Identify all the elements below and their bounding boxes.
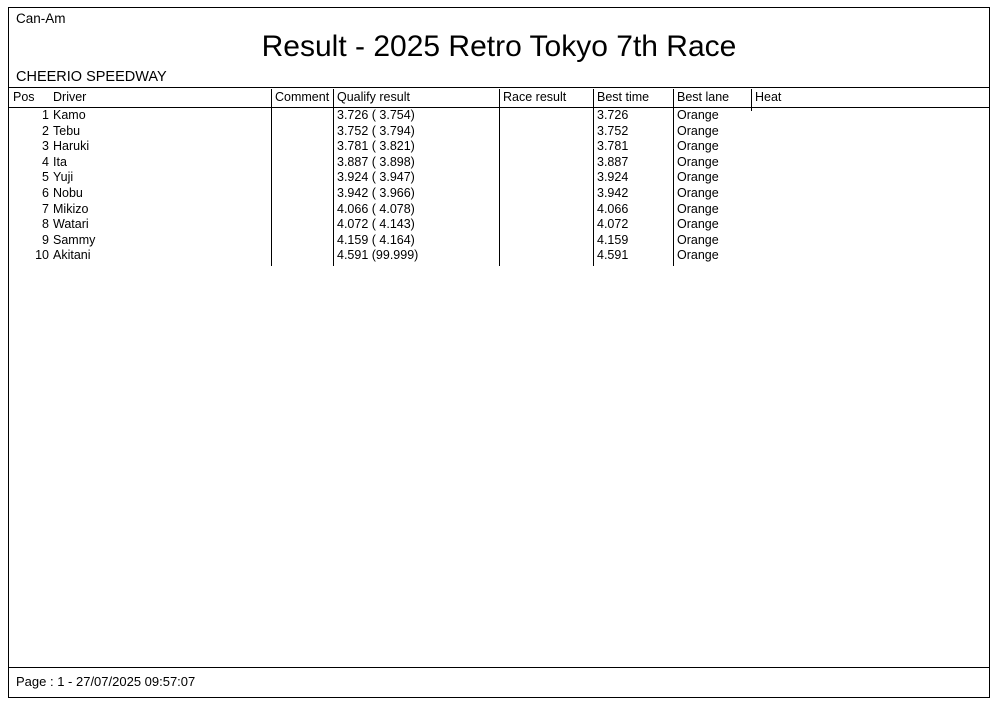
cell-heat [751, 202, 989, 218]
cell-comment [271, 248, 333, 264]
cell-besttime: 3.726 [597, 108, 629, 122]
cell-qualify: 3.752 ( 3.794) [337, 123, 415, 138]
cell-heat [751, 170, 989, 186]
cell-driver: Kamo [53, 108, 86, 122]
cell-besttime: 3.752 [597, 123, 629, 138]
column-divider-race [499, 89, 500, 266]
cell-driver: Sammy [53, 232, 96, 247]
cell-besttime: 3.887 [597, 154, 629, 169]
cell-driver: Watari [53, 217, 89, 232]
cell-pos: 6 [42, 185, 49, 200]
page-header [9, 8, 989, 88]
results-table-container [9, 89, 989, 264]
cell-qualify: 3.887 ( 3.898) [337, 154, 415, 169]
cell-comment [271, 139, 333, 155]
cell-besttime: 4.066 [597, 201, 629, 216]
cell-race [499, 248, 593, 264]
cell-heat [751, 233, 989, 249]
cell-race [499, 139, 593, 155]
cell-race [499, 186, 593, 202]
cell-pos: 5 [42, 170, 49, 185]
column-header-pos: Pos [9, 89, 49, 108]
cell-besttime: 4.591 [597, 248, 629, 263]
cell-heat [751, 248, 989, 264]
cell-heat [751, 139, 989, 155]
cell-comment [271, 155, 333, 171]
cell-pos: 4 [42, 154, 49, 169]
cell-race [499, 155, 593, 171]
cell-driver: Akitani [53, 248, 91, 263]
column-divider-heat [751, 89, 752, 111]
cell-heat [751, 186, 989, 202]
column-header-heat: Heat [751, 89, 989, 108]
cell-driver: Tebu [53, 123, 81, 138]
cell-race [499, 170, 593, 186]
cell-bestlane: Orange [677, 185, 719, 200]
cell-besttime: 3.942 [597, 185, 629, 200]
cell-comment [271, 217, 333, 233]
printed-result-page [8, 7, 990, 698]
cell-bestlane: Orange [677, 170, 719, 185]
cell-bestlane: Orange [677, 123, 719, 138]
cell-pos: 8 [42, 217, 49, 232]
cell-bestlane: Orange [677, 232, 719, 247]
cell-driver: Haruki [53, 139, 90, 154]
cell-driver: Yuji [53, 170, 74, 185]
cell-bestlane: Orange [677, 139, 719, 154]
cell-comment [271, 170, 333, 186]
column-header-qualify: Qualify result [333, 89, 499, 108]
cell-pos: 7 [42, 201, 49, 216]
cell-qualify: 3.781 ( 3.821) [337, 139, 415, 154]
cell-besttime: 3.781 [597, 139, 629, 154]
cell-bestlane: Orange [677, 108, 719, 122]
cell-besttime: 4.072 [597, 217, 629, 232]
cell-race [499, 124, 593, 140]
cell-comment [271, 124, 333, 140]
cell-qualify: 3.726 ( 3.754) [337, 108, 415, 122]
cell-heat [751, 108, 989, 124]
page-title: Result - 2025 Retro Tokyo 7th Race [261, 30, 737, 63]
column-header-driver: Driver [49, 89, 271, 108]
cell-heat [751, 217, 989, 233]
cell-pos: 9 [42, 232, 49, 247]
cell-pos: 1 [42, 108, 49, 122]
cell-qualify: 4.591 (99.999) [337, 248, 419, 263]
cell-qualify: 4.072 ( 4.143) [337, 217, 415, 232]
cell-heat [751, 155, 989, 171]
column-header-race: Race result [499, 89, 593, 108]
column-divider-bestlane [673, 89, 674, 266]
column-divider-qualify [333, 89, 334, 266]
cell-bestlane: Orange [677, 248, 719, 263]
cell-bestlane: Orange [677, 201, 719, 216]
venue-name: CHEERIO SPEEDWAY [16, 69, 167, 85]
column-divider-comment [271, 89, 272, 266]
column-header-comment: Comment [271, 89, 333, 108]
cell-driver: Mikizo [53, 201, 89, 216]
column-header-bestlane: Best lane [673, 89, 751, 108]
cell-bestlane: Orange [677, 217, 719, 232]
cell-pos: 10 [35, 248, 49, 263]
cell-bestlane: Orange [677, 154, 719, 169]
cell-qualify: 4.066 ( 4.078) [337, 201, 415, 216]
cell-qualify: 4.159 ( 4.164) [337, 232, 415, 247]
cell-qualify: 3.942 ( 3.966) [337, 185, 415, 200]
cell-besttime: 3.924 [597, 170, 629, 185]
cell-comment [271, 202, 333, 218]
cell-pos: 3 [42, 139, 49, 154]
cell-driver: Ita [53, 154, 67, 169]
cell-qualify: 3.924 ( 3.947) [337, 170, 415, 185]
series-name: Can-Am [16, 11, 66, 26]
column-divider-besttime [593, 89, 594, 266]
cell-pos: 2 [42, 123, 49, 138]
cell-driver: Nobu [53, 185, 83, 200]
cell-comment [271, 108, 333, 124]
cell-heat [751, 124, 989, 140]
column-header-besttime: Best time [593, 89, 673, 108]
cell-race [499, 202, 593, 218]
cell-race [499, 233, 593, 249]
cell-race [499, 217, 593, 233]
cell-besttime: 4.159 [597, 232, 629, 247]
cell-race [499, 108, 593, 124]
cell-comment [271, 186, 333, 202]
page-footer [9, 667, 989, 697]
cell-comment [271, 233, 333, 249]
footer-page-info: Page : 1 - 27/07/2025 09:57:07 [16, 674, 196, 689]
